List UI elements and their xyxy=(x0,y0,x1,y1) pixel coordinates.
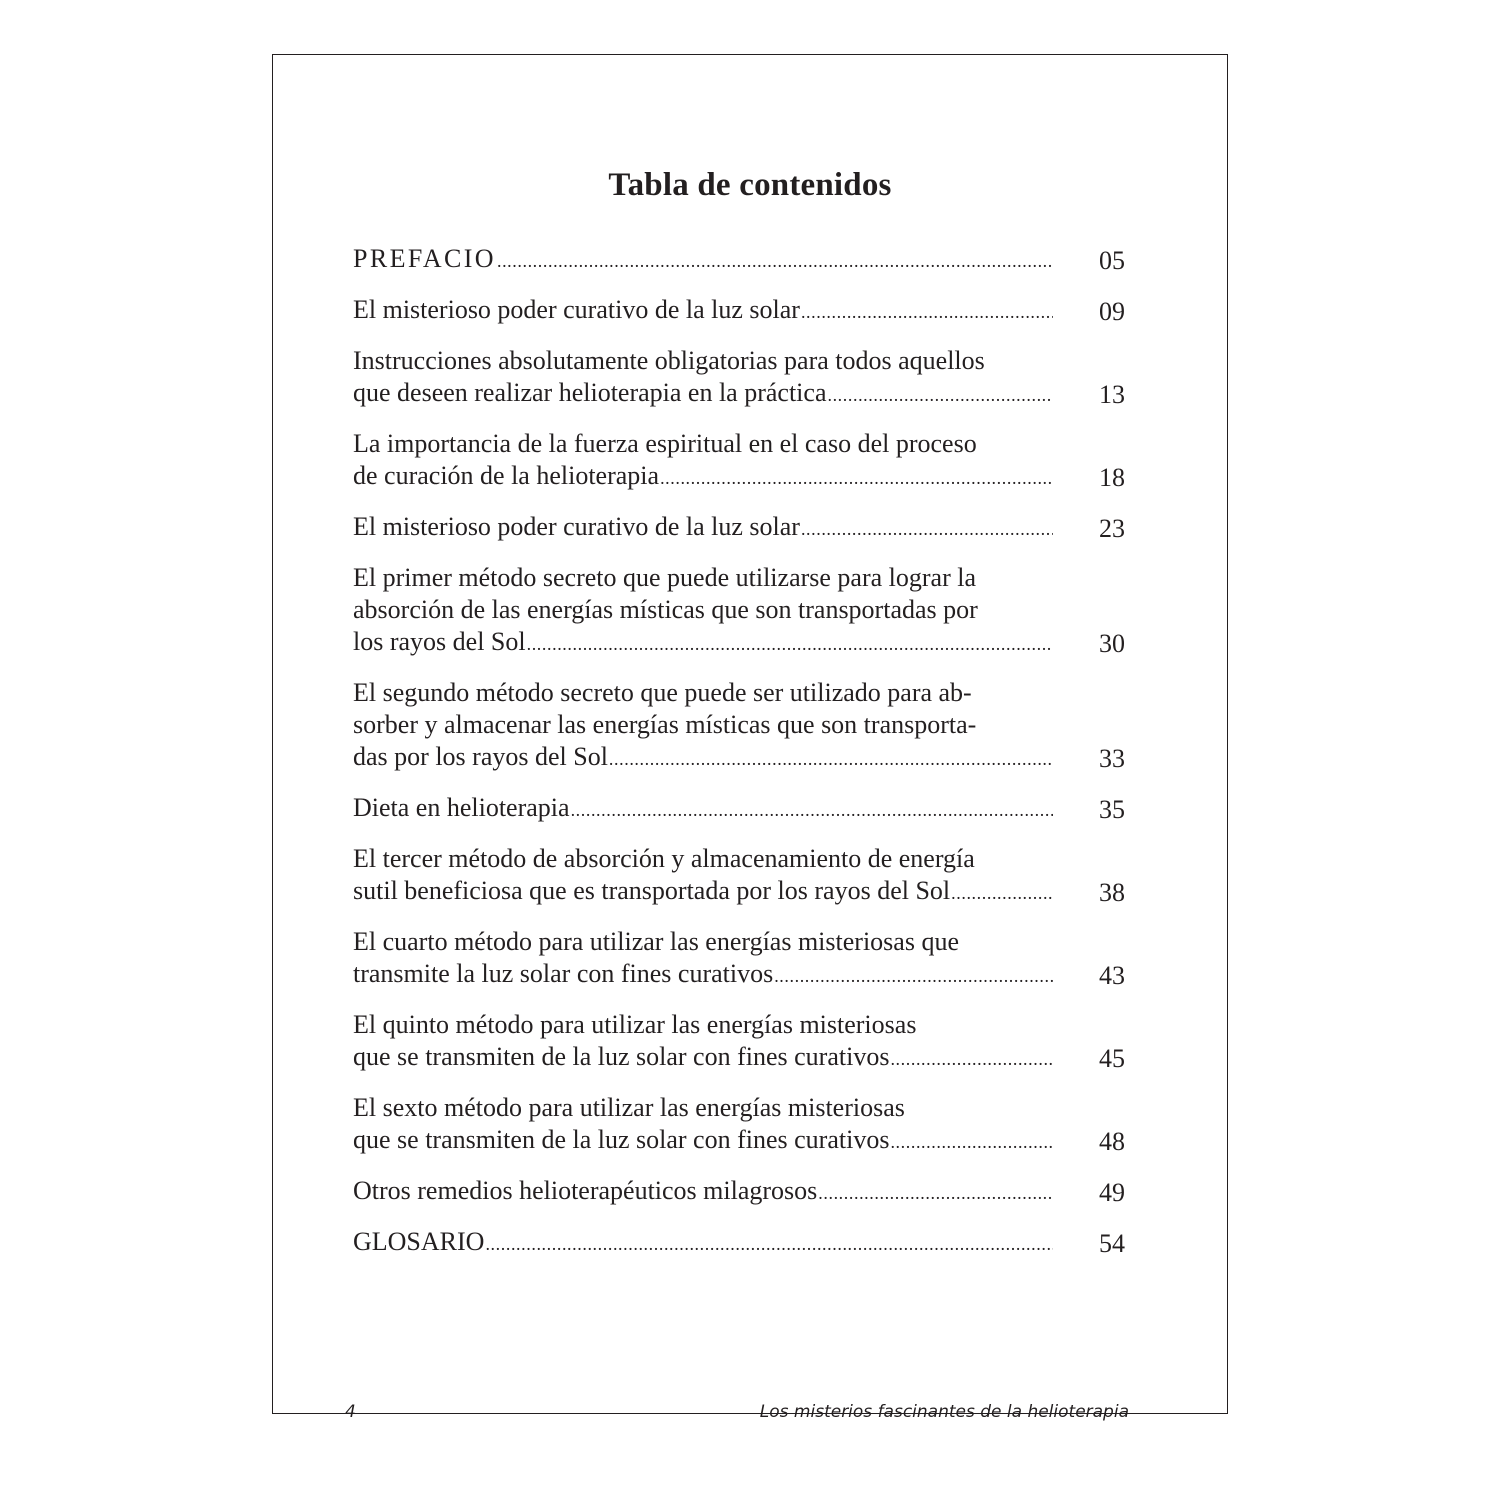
toc-page-number: 45 xyxy=(1099,1044,1125,1073)
dot-leader xyxy=(890,1043,1053,1075)
toc-entry xyxy=(353,677,1125,775)
footer-book-title: Los misterios fascinantes de la helioterapia xyxy=(759,1402,1129,1422)
toc-entry xyxy=(353,1092,1125,1158)
toc-page-number: 13 xyxy=(1099,380,1125,409)
toc-entry xyxy=(353,792,1125,826)
dot-leader xyxy=(527,628,1053,660)
toc-page-number: 49 xyxy=(1099,1178,1125,1207)
dot-leader xyxy=(571,794,1053,826)
toc-page-number: 48 xyxy=(1099,1127,1125,1156)
dot-leader xyxy=(660,462,1053,494)
dot-leader xyxy=(497,245,1053,277)
footer-page-number: 4 xyxy=(345,1402,356,1422)
toc-entry xyxy=(353,345,1125,411)
dot-leader xyxy=(609,743,1053,775)
dot-leader xyxy=(801,296,1053,328)
dot-leader xyxy=(827,379,1053,411)
toc-entry-text: El segundo método secreto que puede ser utilizado para ab- xyxy=(353,678,972,707)
toc-entry-text: absorción de las energías místicas que son transportadas por xyxy=(353,595,978,624)
toc-entry-text: El primer método secreto que puede utilizarse para lograr la xyxy=(353,563,977,592)
toc-page-number: 18 xyxy=(1099,463,1125,492)
toc-page-number: 38 xyxy=(1099,878,1125,907)
toc-entry-text: El misterioso poder curativo de la luz solar xyxy=(353,512,800,541)
toc-entry-text: El quinto método para utilizar las energías misteriosas xyxy=(353,1010,917,1039)
toc-page-number: 43 xyxy=(1099,961,1125,990)
toc-page-number: 54 xyxy=(1099,1229,1125,1258)
toc-entry-text: El cuarto método para utilizar las energías misteriosas que xyxy=(353,927,959,956)
toc-entry-text: La importancia de la fuerza espiritual en el caso del proceso xyxy=(353,429,977,458)
toc-entry-text: los rayos del Sol xyxy=(353,627,526,656)
toc-entry-text: Instrucciones absolutamente obligatorias para todos aquellos xyxy=(353,346,985,375)
dot-leader xyxy=(774,960,1053,992)
toc-entry xyxy=(353,1175,1125,1209)
toc-entry-text: Dieta en helioterapia xyxy=(353,793,570,822)
book-page xyxy=(272,54,1228,1422)
dot-leader xyxy=(818,1177,1053,1209)
toc-entry-text: El tercer método de absorción y almacenamiento de energía xyxy=(353,844,975,873)
toc-entry-text: El misterioso poder curativo de la luz solar xyxy=(353,295,800,324)
dot-leader xyxy=(485,1228,1053,1260)
toc-entry-text: Otros remedios helioterapéuticos milagrosos xyxy=(353,1176,818,1205)
toc-entry-text: de curación de la helioterapia xyxy=(353,461,660,490)
toc-page-number: 05 xyxy=(1099,246,1125,275)
toc-entry-text: PREFACIO xyxy=(353,244,496,273)
dot-leader xyxy=(890,1126,1053,1158)
toc-entry-text: sorber y almacenar las energías místicas que son transporta- xyxy=(353,710,977,739)
toc-page-number: 35 xyxy=(1099,795,1125,824)
toc-entry xyxy=(353,511,1125,545)
toc-entry xyxy=(353,926,1125,992)
toc-entry-text: que se transmiten de la luz solar con fines curativos xyxy=(353,1125,890,1154)
page-title: Tabla de contenidos xyxy=(608,167,892,203)
toc-entry-text: que deseen realizar helioterapia en la práctica xyxy=(353,378,827,407)
toc-entry-text: sutil beneficiosa que es transportada por los rayos del Sol xyxy=(353,876,951,905)
toc-page-number: 09 xyxy=(1099,297,1125,326)
toc-entry-text: GLOSARIO xyxy=(353,1227,485,1256)
toc-entry xyxy=(353,562,1125,660)
toc-entry xyxy=(353,1226,1125,1260)
table-of-contents xyxy=(353,243,1125,1277)
toc-page-number: 23 xyxy=(1099,514,1125,543)
toc-entry-text: transmite la luz solar con fines curativos xyxy=(353,959,774,988)
toc-entry-text: que se transmiten de la luz solar con fines curativos xyxy=(353,1042,890,1071)
toc-entry xyxy=(353,243,1125,277)
dot-leader xyxy=(951,877,1053,909)
toc-entry-text: El sexto método para utilizar las energías misteriosas xyxy=(353,1093,905,1122)
toc-entry-text: das por los rayos del Sol xyxy=(353,742,608,771)
toc-page-number: 33 xyxy=(1099,744,1125,773)
toc-entry xyxy=(353,1009,1125,1075)
toc-entry xyxy=(353,294,1125,328)
toc-page-number: 30 xyxy=(1099,629,1125,658)
toc-entry xyxy=(353,843,1125,909)
dot-leader xyxy=(801,513,1053,545)
toc-entry xyxy=(353,428,1125,494)
